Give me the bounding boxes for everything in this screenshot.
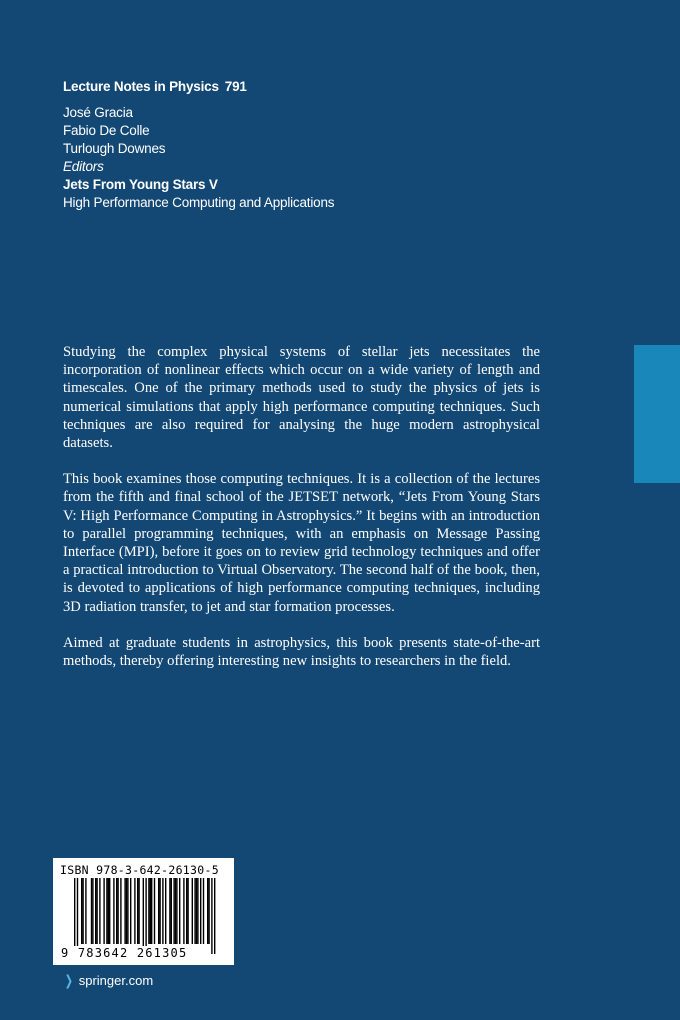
barcode-bar (183, 878, 184, 944)
barcode-bar (99, 878, 100, 944)
barcode-bar (162, 878, 163, 944)
barcode-bar (134, 878, 135, 944)
barcode-bar (158, 878, 159, 944)
barcode-bar (117, 878, 118, 944)
blurb-paragraph: This book examines those computing techniques. It is a collection of the lectures from the fifth and final school of the JETSET network, “Jets From Young Stars V: High Performance Computing in Astrophysics.” It begins with an introduction to parallel programming techniques, with an emphasis on Message Passing Interface (MPI), before it goes on to review grid technology techniques and offer a practical introduction to Virtual Observatory. The second half of the book, then, is devoted to applications of high performance computing techniques, including 3D radiation transfer, to jet and star formation processes. (63, 471, 540, 615)
barcode-bar (143, 878, 144, 954)
barcode-bar (106, 878, 107, 944)
barcode-bar (120, 878, 121, 944)
book-title: Jets From Young Stars V (63, 177, 218, 192)
isbn-barcode (53, 858, 234, 965)
barcode-bar (85, 878, 86, 944)
barcode-bar (176, 878, 177, 944)
barcode-bar (138, 878, 139, 944)
chevron-right-icon: ❯ (64, 972, 73, 988)
editor-name: Turlough Downes (63, 141, 166, 156)
barcode-bar (187, 878, 188, 944)
barcode-bar (214, 878, 215, 954)
barcode-bar (96, 878, 97, 944)
barcode-bar (186, 878, 187, 944)
barcode-bar (116, 878, 117, 944)
barcode-bar (159, 878, 160, 944)
barcode-bar (124, 878, 125, 944)
barcode-digits: 9 783642 261305 (61, 946, 188, 960)
barcode-bar (211, 878, 212, 954)
editor-name: José Gracia (63, 105, 133, 120)
barcode-bar (173, 878, 174, 944)
blurb-paragraph: Aimed at graduate students in astrophysics, this book presents state-of-the-art methods, thereby offering interesting new insights to researchers in the field. (63, 634, 540, 670)
barcode-bar (103, 878, 104, 944)
publisher-url: springer.com (78, 973, 154, 988)
barcode-bar (169, 878, 170, 944)
barcode-bar (77, 878, 78, 954)
barcode-bar (208, 878, 209, 944)
barcode-bar (196, 878, 197, 944)
editor-name: Fabio De Colle (63, 123, 150, 138)
barcode-bar (200, 878, 201, 944)
barcode-bar (192, 878, 193, 944)
barcode-bar (81, 878, 82, 944)
barcode-bar (74, 878, 75, 954)
barcode-bar (145, 878, 146, 954)
barcode-bar (171, 878, 172, 944)
barcode-bar (207, 878, 208, 944)
barcode-bar (151, 878, 152, 944)
header-block (63, 78, 463, 212)
blurb (63, 343, 540, 688)
book-subtitle: High Performance Computing and Applications (63, 195, 335, 210)
barcode-bar (95, 878, 96, 944)
series-name: Lecture Notes in Physics (63, 79, 219, 94)
barcode-bar (130, 878, 131, 944)
blurb-paragraph: Studying the complex physical systems of stellar jets necessitates the incorporation of nonlinear effects which occur on a wide variety of length and timescales. One of the primary methods used to study the physics of jets is numerical simulations that apply high performance computing techniques. Such techniques are also required for analysing the huge modern astrophysical datasets. (63, 344, 540, 452)
barcode-bar (194, 878, 195, 944)
barcode-bar (113, 878, 114, 944)
barcode-bar (126, 878, 127, 944)
isbn-label: ISBN 978-3-642-26130-5 (60, 863, 219, 877)
accent-tab (634, 345, 680, 483)
barcode-bar (127, 878, 128, 944)
barcode-bar (175, 878, 176, 944)
series-number: 791 (224, 79, 247, 94)
barcode-bar (203, 878, 204, 944)
publisher-link[interactable] (63, 972, 153, 989)
editors-role: Editors (63, 159, 104, 174)
barcode-bar (154, 878, 155, 944)
barcode-bar (197, 878, 198, 944)
barcode-bar (137, 878, 138, 944)
barcode-bar (148, 878, 149, 944)
barcode-bar (165, 878, 166, 944)
barcode-bar (109, 878, 110, 944)
barcode-bar (92, 878, 93, 944)
series-title (63, 78, 463, 96)
barcode-bar (179, 878, 180, 944)
barcode-bar (91, 878, 92, 944)
barcode-bar (108, 878, 109, 944)
barcode-bars (74, 878, 216, 954)
barcode-bar (150, 878, 151, 944)
barcode-bar (82, 878, 83, 944)
